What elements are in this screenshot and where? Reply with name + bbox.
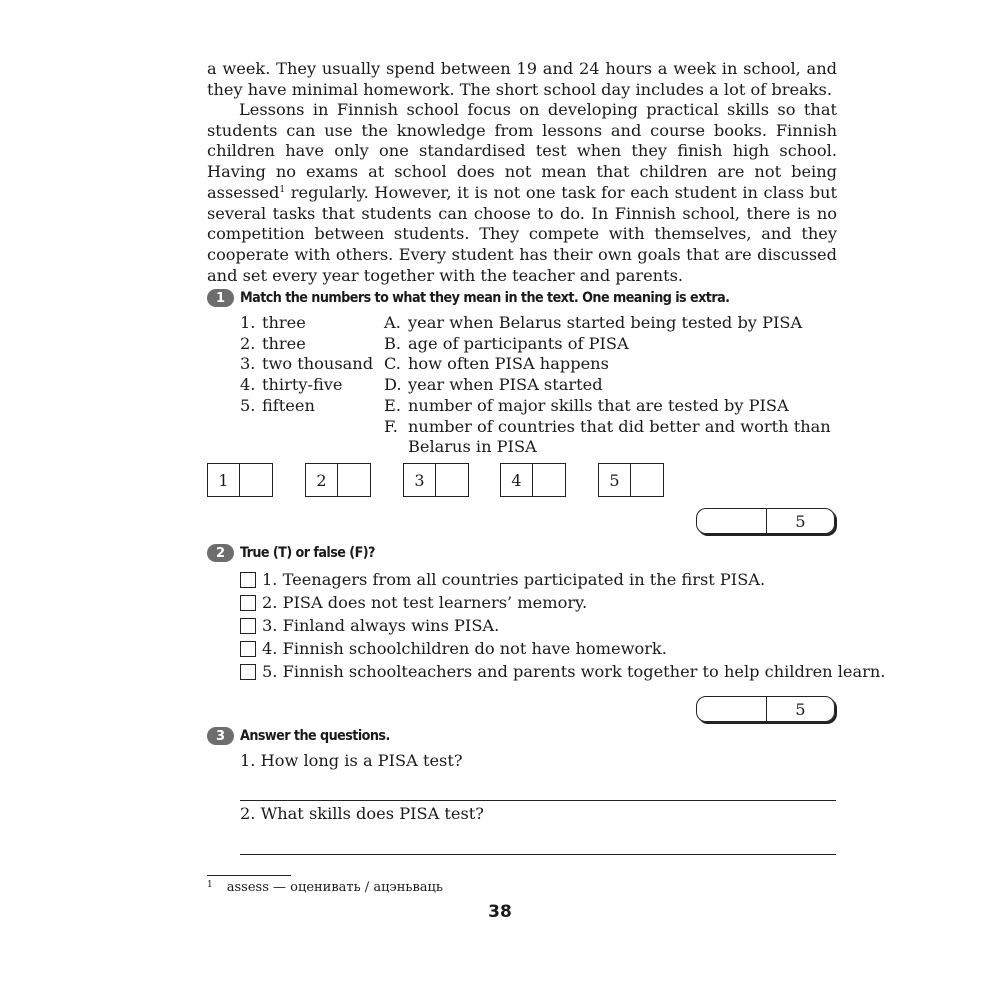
- statement-row: 5. Finnish schoolteachers and parents work together to help children learn.: [240, 660, 885, 683]
- checkbox[interactable]: [240, 572, 256, 588]
- statement-row: 4. Finnish schoolchildren do not have homework.: [240, 637, 885, 660]
- true-false-list: [240, 568, 885, 683]
- max-points: 5: [795, 699, 806, 719]
- answer-field-1[interactable]: [240, 464, 272, 496]
- number-item: 2. three: [240, 333, 306, 353]
- passage-paragraph-2: Lessons in Finnish school focus on developing practical skills so that students can use the knowledge from lessons and course books. Finnish children have only one standardised test when they finish high school. Having no exams at school does not mean that children are not being assessed$^1$ regularly. However, it is not one task for each student in class but several tasks that students can choose to do. In Finnish school, there is no competition between students. They compete with themselves, and they cooperate with others. Every student has their own goals that are discussed and set every year together with the teacher and parents.: [207, 100, 837, 285]
- task-title: True (T) or false (F)?: [240, 545, 375, 561]
- checkbox[interactable]: [240, 664, 256, 680]
- task-number-badge: 2: [207, 544, 234, 562]
- number-item: 4. thirty-five: [240, 375, 343, 395]
- statement-row: 1. Teenagers from all countries participated in the first PISA.: [240, 568, 885, 591]
- meaning-item: A. year when Belarus started being tested by PISA: [384, 313, 803, 332]
- answer-box-3: 3: [403, 463, 469, 497]
- task-3-header: [207, 726, 390, 746]
- question-2: 2. What skills does PISA test?: [240, 804, 484, 823]
- number-item: 1. three: [240, 313, 306, 332]
- task-number-badge: 3: [207, 727, 234, 745]
- statement-row: 3. Finland always wins PISA.: [240, 614, 885, 637]
- meaning-item: D. year when PISA started: [384, 375, 603, 395]
- answer-field-5[interactable]: [631, 464, 663, 496]
- numbers-list: [240, 313, 373, 417]
- answer-box-4: 4: [500, 463, 566, 497]
- score-field[interactable]: [697, 509, 767, 533]
- task-number-badge: 1: [207, 289, 234, 307]
- meaning-item-continuation: Belarus in PISA: [408, 437, 537, 457]
- meaning-item: C. how often PISA happens: [384, 354, 609, 374]
- task-1-header: [207, 288, 729, 308]
- statement-row: 2. PISA does not test learners’ memory.: [240, 591, 885, 614]
- task-2-header: [207, 543, 375, 563]
- answer-line-1[interactable]: [240, 800, 836, 801]
- page-number: 38: [488, 902, 512, 922]
- task-1-score-box: [696, 508, 835, 534]
- number-item: 5. fifteen: [240, 395, 315, 415]
- task-title: Match the numbers to what they mean in the text. One meaning is extra.: [240, 290, 730, 306]
- max-points: 5: [795, 511, 806, 531]
- checkbox[interactable]: [240, 641, 256, 657]
- meanings-list: [384, 313, 831, 458]
- footnote-divider: [207, 875, 291, 876]
- question-1: 1. How long is a PISA test?: [240, 751, 463, 770]
- number-item: 3. two thousand: [240, 354, 374, 374]
- meaning-item: F. number of countries that did better and worth than: [384, 416, 831, 436]
- answer-field-2[interactable]: [338, 464, 370, 496]
- answer-box-2: 2: [305, 463, 371, 497]
- checkbox[interactable]: [240, 618, 256, 634]
- meaning-item: E. number of major skills that are tested by PISA: [384, 395, 789, 415]
- checkbox[interactable]: [240, 595, 256, 611]
- meaning-item: B. age of participants of PISA: [384, 333, 629, 353]
- answer-box-1: 1: [207, 463, 273, 497]
- task-2-score-box: [696, 696, 835, 722]
- passage-paragraph-1: a week. They usually spend between 19 and 24 hours a week in school, and they have minimal homework. The short school day includes a lot of breaks.: [207, 59, 837, 99]
- footnote: $^1$ assess — оценивать / ацэньваць: [207, 880, 443, 895]
- task-title: Answer the questions.: [240, 728, 390, 744]
- answer-line-2[interactable]: [240, 854, 836, 855]
- footnote-reference: 1: [279, 184, 286, 195]
- answer-field-4[interactable]: [533, 464, 565, 496]
- answer-field-3[interactable]: [436, 464, 468, 496]
- score-field[interactable]: [697, 697, 767, 721]
- answer-box-5: 5: [598, 463, 664, 497]
